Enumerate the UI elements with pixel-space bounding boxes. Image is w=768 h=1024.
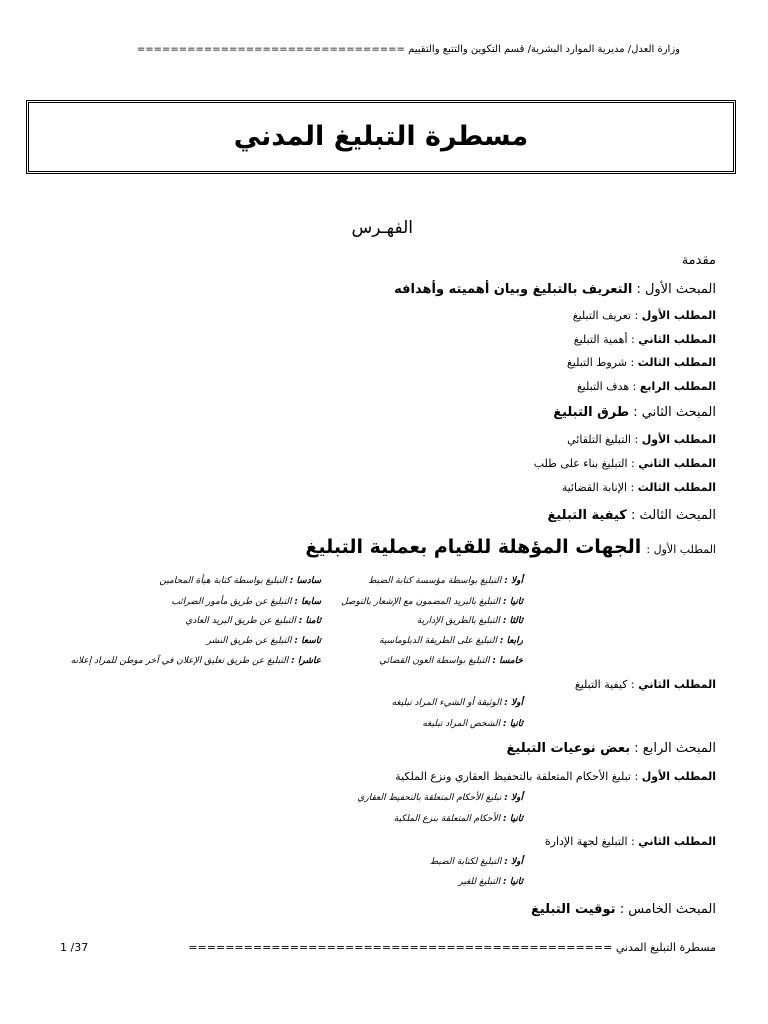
list-item: سابعا : التبليغ عن طريق مأمور الضرائب xyxy=(171,597,321,607)
chapter-1-label: المبحث الأول : xyxy=(636,282,716,297)
toc-item: المطلب الثالث : الإنابة القضائية xyxy=(561,481,716,494)
toc-item: المطلب الثالث : شروط التبليغ xyxy=(566,356,716,369)
toc-item: المطلب الثاني : كيفية التبليغ xyxy=(574,678,716,691)
intro-heading: مقدمة xyxy=(681,253,716,268)
list-item: سادسا : التبليغ بواسطة كتابة هيأة المحامين xyxy=(159,576,321,586)
list-item: ثانيا : التبليغ بالبريد المضمون مع الإشعار بالتوصل xyxy=(341,597,523,607)
list-item: عاشرا : التبليغ عن طريق تعليق الإعلان في آخر موطن للمراد إعلانه xyxy=(70,656,321,666)
chapter-3-section-1: المطلب الأول : الجهات المؤهلة للقيام بعملية التبليغ xyxy=(305,536,716,558)
toc-item: المطلب الرابع : هدف التبليغ xyxy=(576,380,716,393)
toc-item: المطلب الأول : تعريف التبليغ xyxy=(572,309,716,322)
chapter-5-heading: المبحث الخامس : توقيت التبليغ xyxy=(530,902,716,917)
footer-text: مسطرة التبليغ المدني ============================================== xyxy=(188,941,716,954)
list-item: ثالثا : التبليغ بالطريق الإدارية xyxy=(416,616,523,626)
document-title: مسطرة التبليغ المدني xyxy=(233,121,529,152)
list-item: أولا : الوثيقة أو الشيء المراد تبليغه xyxy=(391,698,523,708)
index-heading: الفهـرس xyxy=(351,218,413,238)
ministry-header: وزارة العدل/ مديرية الموارد البشرية/ قسم التكوين والتتبع والتقييم ================================ xyxy=(136,44,680,55)
list-item: ثانيا : الشخص المراد تبليغه xyxy=(422,719,523,729)
chapter-1-title: التعريف بالتبليغ وبيان أهميته وأهدافه xyxy=(394,282,633,297)
chapter-3-heading: المبحث الثالث : كيفية التبليغ xyxy=(547,508,716,523)
toc-item: المطلب الثاني : التبليغ بناء على طلب xyxy=(533,457,716,470)
chapter-4-heading: المبحث الرابع : بعض نوعيات التبليغ xyxy=(506,741,716,756)
toc-item: المطلب الأول : تبليغ الأحكام المتعلقة بالتحفيظ العقاري ونزع الملكية xyxy=(395,770,716,783)
title-box xyxy=(26,100,736,174)
list-item: ثانيا : التبليغ للغير xyxy=(458,877,523,887)
toc-item: المطلب الثاني : أهمية التبليغ xyxy=(573,333,716,346)
list-item: خامسا : التبليغ بواسطة العون القضائي xyxy=(379,656,523,666)
list-item: تاسعا : التبليغ عن طريق النشر xyxy=(206,636,321,646)
list-item: أولا : تبليغ الأحكام المتعلقة بالتحفيظ العقاري xyxy=(357,793,523,803)
chapter-1-heading xyxy=(394,282,716,297)
toc-item: المطلب الأول : التبليغ التلقائي xyxy=(567,433,716,446)
list-item: ثامنا : التبليغ عن طريق البريد العادي xyxy=(185,616,321,626)
list-item: أولا : التبليغ بواسطة مؤسسة كتابة الضبط xyxy=(368,576,523,586)
list-item: أولا : التبليغ لكتابة الضبط xyxy=(429,857,523,867)
chapter-2-heading: المبحث الثاني : طرق التبليغ xyxy=(553,405,716,420)
list-item: رابعا : التبليغ على الطريقة الدبلوماسية xyxy=(379,636,523,646)
toc-item: المطلب الثاني : التبليغ لجهة الإدارة xyxy=(544,835,716,848)
list-item: ثانيا : الأحكام المتعلقة بنزع الملكية xyxy=(393,814,523,824)
page-number: 1 /37 xyxy=(60,941,89,954)
